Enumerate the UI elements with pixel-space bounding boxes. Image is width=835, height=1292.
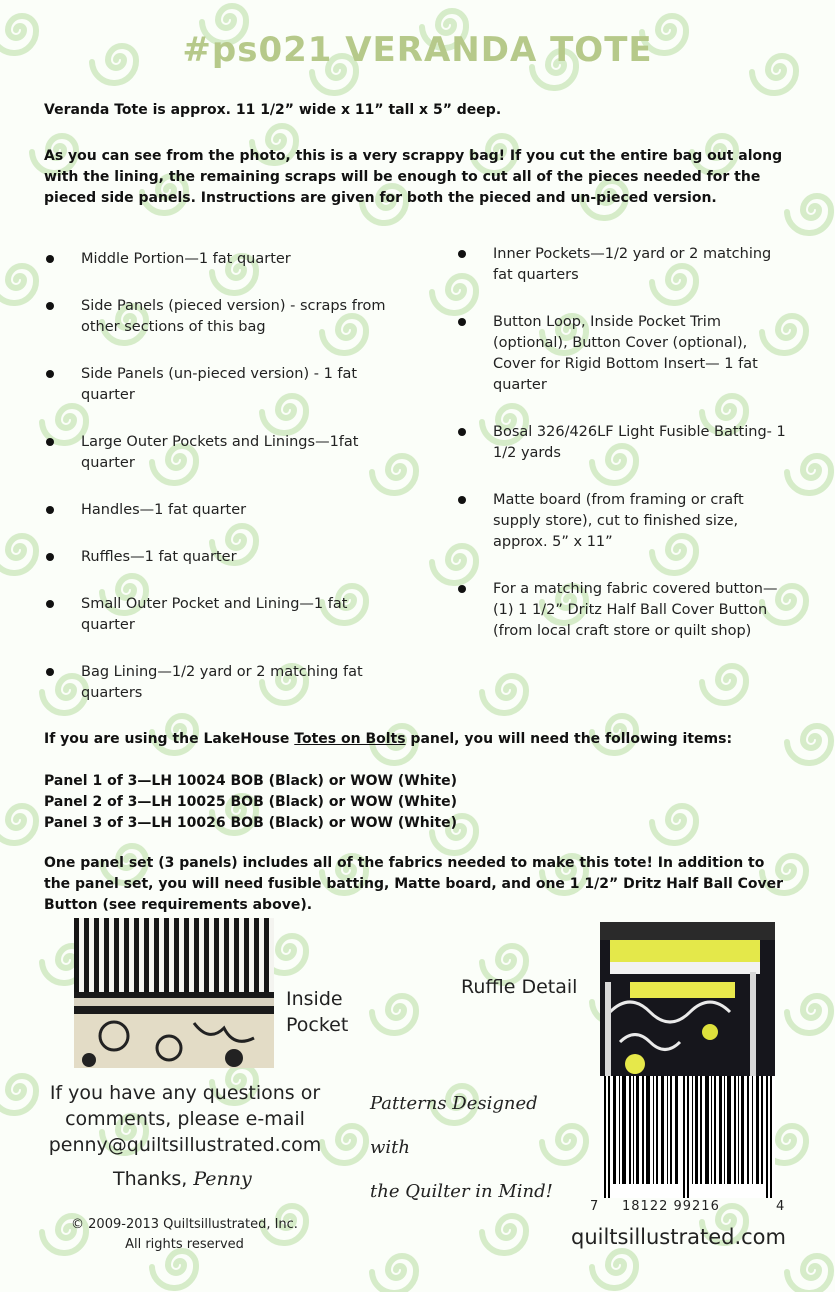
list-item: Side Panels (un-pieced version) - 1 fat quarter	[44, 364, 404, 406]
list-item: For a matching fabric covered button—(1) 1 1/2” Dritz Half Ball Cover Button (from local craft store or quilt shop)	[456, 579, 786, 642]
barcode-first-digit: 7	[590, 1199, 599, 1214]
list-item: Handles—1 fat quarter	[44, 500, 404, 521]
contact-block	[30, 1080, 340, 1158]
copyright	[52, 1215, 317, 1255]
lakehouse-text-before: If you are using the LakeHouse	[44, 731, 295, 747]
page-title: #ps021 VERANDA TOTE	[182, 30, 653, 70]
panel-item: Panel 1 of 3—LH 10024 BOB (Black) or WOW (White)	[44, 773, 458, 789]
list-item: Large Outer Pockets and Linings—1fat quarter	[44, 432, 404, 474]
barcode-digits: 18122 99216	[622, 1199, 720, 1214]
lakehouse-text-after: panel, you will need the following items:	[405, 731, 733, 747]
copyright-line: © 2009-2013 Quiltsillustrated, Inc.	[71, 1217, 298, 1232]
panel-set-note: One panel set (3 panels) includes all of the fabrics needed to make this tote! In addition to the panel set, you will need fusible batting, Matte board, and one 1 1/2” Dritz Half Ball Cover Button (see requirements above).	[44, 855, 784, 913]
list-item: Side Panels (pieced version) - scraps from other sections of this bag	[44, 296, 404, 338]
panel-item: Panel 2 of 3—LH 10025 BOB (Black) or WOW (White)	[44, 794, 458, 810]
panel-list	[44, 771, 457, 834]
materials-list-right	[456, 244, 786, 668]
dimensions-text: Veranda Tote is approx. 11 1/2” wide x 11” tall x 5” deep.	[44, 102, 502, 118]
tagline-line: Patterns Designed with	[370, 1093, 538, 1158]
panel-item: Panel 3 of 3—LH 10026 BOB (Black) or WOW (White)	[44, 815, 458, 831]
ruffle-detail-caption: Ruffle Detail	[461, 976, 578, 998]
totes-on-bolts-link: Totes on Bolts	[294, 731, 406, 747]
description-text: As you can see from the photo, this is a very scrappy bag! If you cut the entire bag out along with the lining, the remaining scraps will be enough to cut all of the pieces needed for the pieced side panels. Instructions are given for both the pieced and un-pieced version.	[44, 148, 783, 206]
list-item: Inner Pockets—1/2 yard or 2 matching fat quarters	[456, 244, 786, 286]
list-item: Bosal 326/426LF Light Fusible Batting- 1 1/2 yards	[456, 422, 786, 464]
signature-name: Penny	[193, 1168, 252, 1190]
barcode	[600, 1076, 775, 1198]
list-item: Button Loop, Inside Pocket Trim (optional), Button Cover (optional), Cover for Rigid Bottom Insert— 1 fat quarter	[456, 312, 786, 396]
contact-line: comments, please e-mail	[65, 1108, 305, 1130]
list-item: Middle Portion—1 fat quarter	[44, 249, 404, 270]
tagline	[370, 1082, 580, 1214]
list-item: Ruffles—1 fat quarter	[44, 547, 404, 568]
tagline-line: the Quilter in Mind!	[370, 1181, 553, 1202]
list-item: Matte board (from framing or craft supply store), cut to finished size, approx. 5” x 11”	[456, 490, 786, 553]
thanks-text: Thanks,	[113, 1168, 188, 1190]
list-item: Small Outer Pocket and Lining—1 fat quarter	[44, 594, 404, 636]
contact-line: If you have any questions or	[49, 1082, 321, 1104]
thanks-line	[113, 1168, 252, 1190]
materials-list-left	[44, 249, 404, 730]
lakehouse-intro	[44, 731, 732, 747]
website-url: quiltsillustrated.com	[571, 1225, 786, 1249]
list-item: Bag Lining—1/2 yard or 2 matching fat quarters	[44, 662, 404, 704]
barcode-check-digit: 4	[776, 1199, 785, 1214]
contact-email: penny@quiltsillustrated.com	[48, 1134, 322, 1156]
inside-pocket-caption: Inside Pocket	[286, 988, 349, 1036]
ruffle-detail-photo	[600, 922, 775, 1076]
inside-pocket-photo	[74, 918, 274, 1068]
copyright-line: All rights reserved	[125, 1237, 244, 1252]
